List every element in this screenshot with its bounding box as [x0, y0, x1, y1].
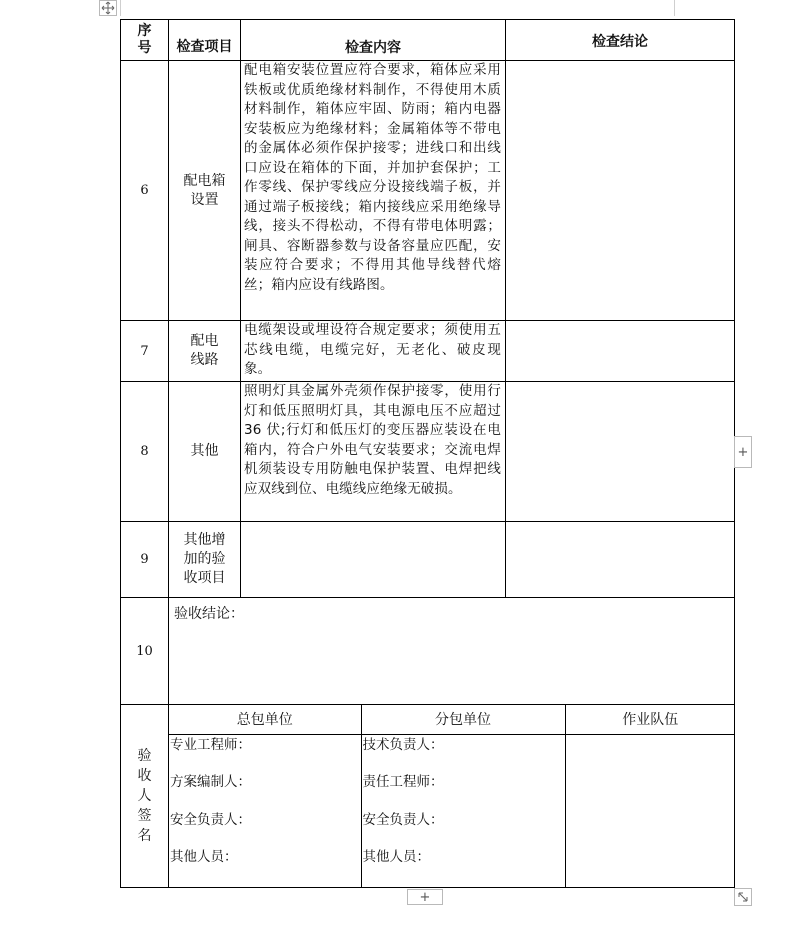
- header-seq: 序号: [121, 20, 169, 61]
- row-item: 其他: [169, 382, 241, 522]
- row-conclusion-cell[interactable]: [506, 522, 735, 598]
- row-item: 其他增加的验收项目: [169, 522, 241, 598]
- table-resize-handle[interactable]: [734, 888, 752, 906]
- row-item: 配电箱设置: [169, 61, 241, 321]
- signature-row: [121, 705, 735, 888]
- unit-sub: 分包单位: [361, 705, 565, 734]
- table-move-handle[interactable]: [99, 0, 117, 16]
- row-item: 配电线路: [169, 321, 241, 382]
- table-row: [121, 382, 735, 522]
- row-conclusion-cell[interactable]: [506, 61, 735, 321]
- acceptance-row: [121, 598, 735, 705]
- row-content[interactable]: [241, 522, 506, 598]
- unit-general: 总包单位: [169, 705, 361, 734]
- header-content: 检查内容: [241, 20, 506, 61]
- row-number: 9: [121, 522, 169, 598]
- margin-guide: [674, 0, 675, 16]
- signature-table: [169, 705, 735, 887]
- general-signatures[interactable]: [169, 734, 361, 887]
- move-icon: [101, 1, 115, 15]
- row-number: 7: [121, 321, 169, 382]
- signature-area: [169, 705, 735, 888]
- row-content[interactable]: 照明灯具金属外壳须作保护接零，使用行灯和低压照明灯具，其电源电压不应超过 36 伏;行灯和低压灯的变压器应装设在电箱内，符合户外电气安装要求；交流电焊机须装设专用防触电保护装置、电焊把线应双线到位、电缆线应绝缘无破损。: [241, 382, 506, 522]
- unit-team: 作业队伍: [565, 705, 735, 734]
- header-conclusion: 检查结论: [506, 20, 735, 61]
- signature-field: 安全负责人：: [170, 811, 251, 828]
- team-signatures[interactable]: [565, 734, 735, 887]
- signature-field: 其他人员：: [170, 849, 238, 865]
- unit-header-row: [169, 705, 735, 734]
- row-number: 8: [121, 382, 169, 522]
- signature-field: 方案编制人：: [170, 774, 251, 790]
- header-item: 检查项目: [169, 20, 241, 61]
- sub-signatures[interactable]: [361, 734, 565, 887]
- signature-fields-row: [169, 734, 735, 887]
- add-row-button[interactable]: +: [407, 889, 443, 905]
- row-number: 6: [121, 61, 169, 321]
- table-header-row: [121, 20, 735, 61]
- signature-field: 其他人员：: [362, 849, 430, 865]
- acceptance-conclusion-label[interactable]: 验收结论：: [169, 598, 735, 705]
- inspection-table: [120, 19, 735, 888]
- table-row: [121, 522, 735, 598]
- margin-guide: [120, 0, 121, 16]
- row-content[interactable]: 电缆架设或埋设符合规定要求；须使用五芯线电缆，电缆完好，无老化、破皮现象。: [241, 321, 506, 382]
- signature-label: [121, 705, 169, 888]
- row-content[interactable]: 配电箱安装位置应符合要求，箱体应采用铁板或优质绝缘材料制作，不得使用木质材料制作，箱体应牢固、防雨；箱内电器安装板应为绝缘材料；金属箱体等不带电的金属体必须作保护接零；进线口和出线口应设在箱体的下面，并加护套保护；工作零线、保护零线应分设接线端子板，并通过端子板接线；箱内接线应采用绝缘导线，接头不得松动，不得有带电体明露；闸具、容断器参数与设备容量应匹配，安装应符合要求；不得用其他导线替代熔丝；箱内应设有线路图。: [241, 61, 506, 321]
- signature-field: 技术负责人：: [362, 736, 444, 753]
- row-conclusion-cell[interactable]: [506, 382, 735, 522]
- add-column-button[interactable]: +: [734, 436, 752, 468]
- row-number: 10: [121, 598, 169, 705]
- signature-field: 责任工程师：: [362, 774, 444, 790]
- table-row: [121, 321, 735, 382]
- signature-field: 专业工程师：: [170, 736, 251, 753]
- row-conclusion-cell[interactable]: [506, 321, 735, 382]
- signature-field: 安全负责人：: [362, 811, 444, 828]
- table-row: [121, 61, 735, 321]
- signature-label-text: 验收人签名: [137, 748, 152, 844]
- resize-icon: [737, 891, 749, 903]
